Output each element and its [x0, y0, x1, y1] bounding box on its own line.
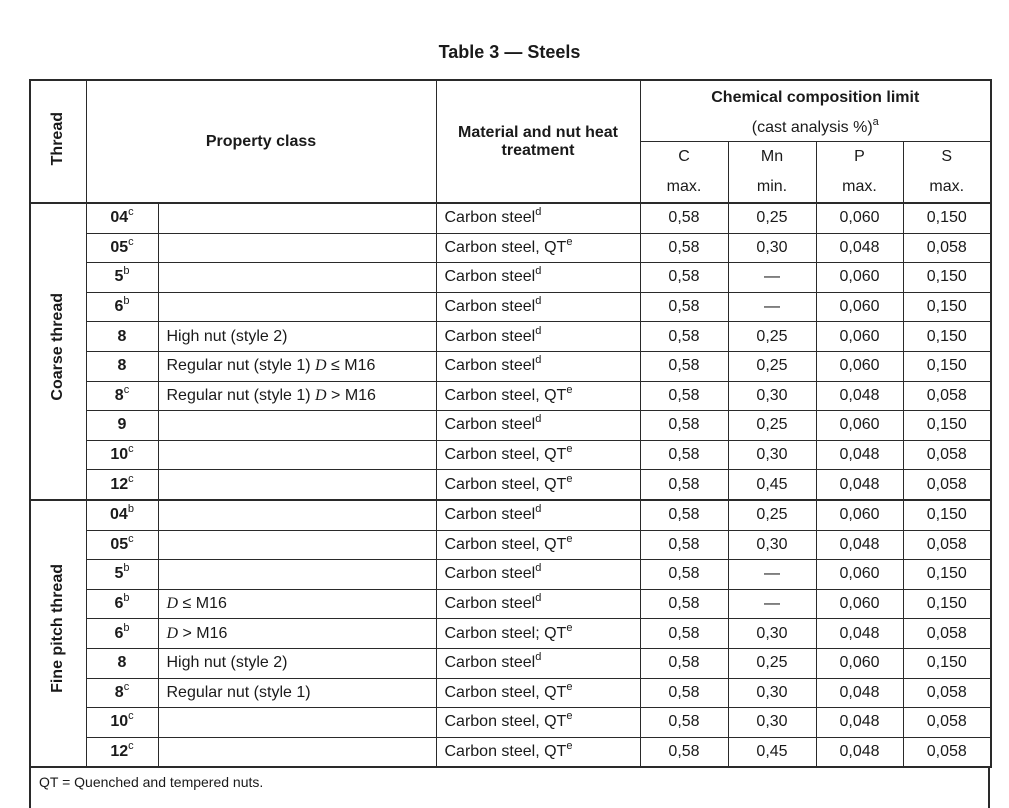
- diameter-operator: >: [178, 624, 197, 642]
- composition-mn: 0,30: [728, 619, 816, 649]
- table-row: [30, 648, 991, 678]
- composition-s: 0,150: [903, 589, 991, 619]
- composition-s: 0,058: [903, 233, 991, 263]
- material-value: Carbon steel: [444, 327, 536, 345]
- material-cell: [436, 648, 640, 678]
- property-class-cell: [86, 203, 158, 233]
- diameter-limit: M16: [195, 595, 227, 613]
- material-cell: [436, 233, 640, 263]
- table-row: [30, 589, 991, 619]
- composition-c: 0,58: [640, 263, 728, 293]
- property-class-footnote: b: [123, 621, 130, 634]
- material-cell: [436, 500, 640, 530]
- composition-mn: 0,30: [728, 381, 816, 411]
- footnote: QT = Quenched and tempered nuts.: [29, 768, 990, 808]
- nut-description-cell: [158, 560, 436, 590]
- material-cell: [436, 322, 640, 352]
- table-row: [30, 203, 991, 233]
- material-footnote: d: [535, 354, 542, 367]
- nut-description-cell: [158, 737, 436, 767]
- steels-table: [29, 79, 992, 768]
- header-element-p: P: [816, 142, 903, 173]
- material-footnote: e: [566, 472, 573, 485]
- material-footnote: e: [566, 710, 573, 723]
- composition-p: 0,048: [816, 530, 903, 560]
- composition-c: 0,58: [640, 233, 728, 263]
- table-row: [30, 678, 991, 708]
- material-footnote: e: [566, 235, 573, 248]
- property-class-footnote: c: [128, 206, 134, 219]
- composition-p: 0,060: [816, 263, 903, 293]
- material-footnote: d: [535, 265, 542, 278]
- material-value: Carbon steel: [444, 209, 536, 227]
- material-value: Carbon steel, QT: [444, 535, 567, 553]
- material-value: Carbon steel, QT: [444, 475, 567, 493]
- composition-mn: 0,30: [728, 708, 816, 738]
- composition-mn: —: [728, 589, 816, 619]
- composition-s: 0,058: [903, 737, 991, 767]
- composition-mn: —: [728, 263, 816, 293]
- nut-description-cell: [158, 619, 436, 649]
- property-class-value: 6: [114, 298, 124, 316]
- property-class-value: 8: [114, 683, 124, 701]
- material-cell: [436, 737, 640, 767]
- composition-s: 0,150: [903, 263, 991, 293]
- diameter-symbol: D: [315, 386, 327, 404]
- property-class-footnote: c: [128, 532, 134, 545]
- property-class-value: 04: [110, 209, 129, 227]
- property-class-value: 10: [110, 446, 129, 464]
- composition-p: 0,060: [816, 292, 903, 322]
- material-footnote: d: [535, 503, 542, 516]
- material-footnote: e: [566, 532, 573, 545]
- composition-s: 0,058: [903, 678, 991, 708]
- section-label: Fine pitch thread: [49, 564, 67, 694]
- property-class-cell: [86, 619, 158, 649]
- composition-p: 0,060: [816, 351, 903, 381]
- diameter-symbol: D: [315, 357, 327, 375]
- property-class-cell: [86, 292, 158, 322]
- material-value: Carbon steel: [444, 565, 536, 583]
- material-value: Carbon steel, QT: [444, 683, 567, 701]
- composition-s: 0,150: [903, 411, 991, 441]
- property-class-cell: [86, 530, 158, 560]
- composition-mn: 0,25: [728, 203, 816, 233]
- table-body: [30, 203, 991, 767]
- material-footnote: d: [535, 651, 542, 664]
- section-label-cell: [30, 500, 86, 767]
- nut-description-style: Regular nut (style 1): [166, 357, 316, 375]
- material-cell: [436, 440, 640, 470]
- composition-p: 0,048: [816, 737, 903, 767]
- material-cell: [436, 203, 640, 233]
- material-value: Carbon steel: [444, 357, 536, 375]
- table-row: [30, 263, 991, 293]
- material-value: Carbon steel, QT: [444, 238, 567, 256]
- table-row: [30, 530, 991, 560]
- composition-p: 0,048: [816, 678, 903, 708]
- composition-p: 0,048: [816, 381, 903, 411]
- material-value: Carbon steel: [444, 506, 536, 524]
- material-cell: [436, 619, 640, 649]
- composition-p: 0,060: [816, 500, 903, 530]
- material-cell: [436, 589, 640, 619]
- nut-description-cell: [158, 233, 436, 263]
- property-class-footnote: b: [123, 562, 130, 575]
- property-class-cell: [86, 560, 158, 590]
- composition-s: 0,150: [903, 648, 991, 678]
- nut-description-style: Regular nut (style 1): [166, 386, 316, 404]
- property-class-cell: [86, 322, 158, 352]
- composition-mn: —: [728, 292, 816, 322]
- composition-mn: 0,30: [728, 678, 816, 708]
- property-class-cell: [86, 233, 158, 263]
- material-footnote: d: [535, 562, 542, 575]
- table-row: [30, 708, 991, 738]
- table-row: [30, 500, 991, 530]
- header-limit-p: max.: [816, 172, 903, 203]
- property-class-value: 9: [117, 416, 127, 434]
- material-value: Carbon steel: [444, 416, 536, 434]
- header-chem-sub-text: (cast analysis %): [751, 119, 873, 136]
- table-row: [30, 351, 991, 381]
- diameter-operator: ≤: [326, 357, 345, 375]
- composition-c: 0,58: [640, 678, 728, 708]
- property-class-value: 12: [110, 742, 129, 760]
- material-footnote: d: [535, 592, 542, 605]
- material-cell: [436, 708, 640, 738]
- property-class-cell: [86, 678, 158, 708]
- composition-s: 0,150: [903, 560, 991, 590]
- composition-c: 0,58: [640, 440, 728, 470]
- material-footnote: e: [566, 443, 573, 456]
- property-class-cell: [86, 381, 158, 411]
- table-row: [30, 440, 991, 470]
- composition-p: 0,060: [816, 322, 903, 352]
- material-footnote: d: [535, 324, 542, 337]
- nut-description-cell: [158, 411, 436, 441]
- composition-c: 0,58: [640, 411, 728, 441]
- composition-mn: 0,25: [728, 351, 816, 381]
- material-footnote: e: [566, 621, 573, 634]
- nut-description-cell: [158, 470, 436, 500]
- property-class-footnote: b: [127, 503, 134, 516]
- property-class-cell: [86, 708, 158, 738]
- nut-description-cell: [158, 203, 436, 233]
- composition-c: 0,58: [640, 351, 728, 381]
- composition-s: 0,150: [903, 351, 991, 381]
- composition-mn: 0,45: [728, 470, 816, 500]
- composition-p: 0,048: [816, 233, 903, 263]
- composition-c: 0,58: [640, 708, 728, 738]
- composition-mn: 0,30: [728, 530, 816, 560]
- composition-s: 0,150: [903, 292, 991, 322]
- table-row: [30, 381, 991, 411]
- nut-description-cell: [158, 589, 436, 619]
- diameter-symbol: D: [166, 595, 179, 613]
- nut-description-cell: [158, 292, 436, 322]
- composition-mn: 0,45: [728, 737, 816, 767]
- property-class-cell: [86, 351, 158, 381]
- composition-p: 0,060: [816, 648, 903, 678]
- nut-description: High nut (style 2): [166, 327, 288, 345]
- property-class-footnote: c: [128, 472, 134, 485]
- composition-mn: 0,30: [728, 440, 816, 470]
- table-row: [30, 560, 991, 590]
- material-cell: [436, 351, 640, 381]
- property-class-cell: [86, 648, 158, 678]
- composition-p: 0,048: [816, 619, 903, 649]
- material-value: Carbon steel, QT: [444, 446, 567, 464]
- nut-description-cell: [158, 500, 436, 530]
- table-row: [30, 233, 991, 263]
- material-footnote: e: [566, 680, 573, 693]
- material-cell: [436, 292, 640, 322]
- composition-mn: 0,25: [728, 648, 816, 678]
- material-value: Carbon steel: [444, 595, 536, 613]
- property-class-value: 6: [114, 595, 124, 613]
- composition-s: 0,150: [903, 500, 991, 530]
- header-chem-title: Chemical composition limit: [640, 80, 991, 115]
- composition-s: 0,150: [903, 322, 991, 352]
- property-class-value: 10: [110, 713, 129, 731]
- material-footnote: e: [566, 383, 573, 396]
- header-limit-s: max.: [903, 172, 991, 203]
- composition-c: 0,58: [640, 322, 728, 352]
- table-row: [30, 470, 991, 500]
- nut-description-cell: [158, 381, 436, 411]
- header-material: [436, 80, 640, 203]
- property-class-cell: [86, 500, 158, 530]
- header-limit-c: max.: [640, 172, 728, 203]
- property-class-footnote: c: [128, 710, 134, 723]
- material-cell: [436, 678, 640, 708]
- nut-description-cell: [158, 322, 436, 352]
- table-row: [30, 322, 991, 352]
- material-cell: [436, 530, 640, 560]
- nut-description-cell: [158, 708, 436, 738]
- header-element-c: C: [640, 142, 728, 173]
- property-class-cell: [86, 440, 158, 470]
- property-class-value: 5: [114, 565, 124, 583]
- material-cell: [436, 470, 640, 500]
- composition-s: 0,058: [903, 440, 991, 470]
- composition-s: 0,058: [903, 470, 991, 500]
- section-label-cell: [30, 203, 86, 500]
- nut-description-cell: [158, 263, 436, 293]
- table-row: [30, 292, 991, 322]
- material-value: Carbon steel; QT: [444, 624, 567, 642]
- composition-c: 0,58: [640, 589, 728, 619]
- composition-p: 0,048: [816, 708, 903, 738]
- composition-p: 0,060: [816, 203, 903, 233]
- section-label: Coarse thread: [49, 292, 67, 401]
- material-footnote: d: [535, 206, 542, 219]
- table-row: [30, 619, 991, 649]
- nut-description-cell: [158, 648, 436, 678]
- composition-c: 0,58: [640, 292, 728, 322]
- composition-c: 0,58: [640, 470, 728, 500]
- property-class-cell: [86, 411, 158, 441]
- property-class-footnote: b: [123, 295, 130, 308]
- composition-mn: 0,25: [728, 322, 816, 352]
- header-material-line1: Material and nut heat: [457, 123, 619, 141]
- property-class-value: 8: [117, 327, 127, 345]
- diameter-symbol: D: [166, 624, 179, 642]
- composition-p: 0,048: [816, 470, 903, 500]
- property-class-cell: [86, 737, 158, 767]
- composition-p: 0,060: [816, 589, 903, 619]
- composition-c: 0,58: [640, 203, 728, 233]
- header-chem-sub: [640, 115, 991, 142]
- header-property-class-label: Property class: [205, 132, 317, 150]
- property-class-footnote: c: [128, 235, 134, 248]
- property-class-value: 04: [110, 506, 128, 524]
- nut-description-cell: [158, 678, 436, 708]
- header-chem-sub-sup: a: [872, 116, 879, 128]
- material-footnote: d: [535, 295, 542, 308]
- property-class-value: 8: [117, 654, 127, 672]
- header-element-s: S: [903, 142, 991, 173]
- header-limit-mn: min.: [728, 172, 816, 203]
- material-cell: [436, 411, 640, 441]
- header-material-line2: treatment: [501, 141, 575, 159]
- diameter-operator: >: [326, 386, 345, 404]
- diameter-operator: ≤: [178, 595, 196, 613]
- nut-description-cell: [158, 351, 436, 381]
- property-class-value: 05: [110, 535, 129, 553]
- composition-c: 0,58: [640, 619, 728, 649]
- header-thread: [30, 80, 86, 203]
- composition-s: 0,058: [903, 619, 991, 649]
- material-value: Carbon steel: [444, 654, 536, 672]
- diameter-limit: M16: [344, 386, 376, 404]
- property-class-value: 8: [114, 386, 124, 404]
- diameter-limit: M16: [196, 624, 228, 642]
- material-cell: [436, 263, 640, 293]
- diameter-limit: M16: [344, 357, 376, 375]
- composition-s: 0,058: [903, 530, 991, 560]
- nut-description-cell: [158, 530, 436, 560]
- table-title: Table 3 — Steels: [438, 42, 581, 62]
- property-class-value: 6: [114, 624, 124, 642]
- composition-c: 0,58: [640, 737, 728, 767]
- material-value: Carbon steel: [444, 268, 536, 286]
- composition-s: 0,058: [903, 708, 991, 738]
- material-footnote: e: [566, 739, 573, 752]
- property-class-footnote: b: [123, 265, 130, 278]
- property-class-cell: [86, 470, 158, 500]
- composition-c: 0,58: [640, 560, 728, 590]
- header-thread-label: Thread: [49, 112, 67, 166]
- property-class-footnote: c: [123, 383, 130, 396]
- composition-s: 0,150: [903, 203, 991, 233]
- composition-c: 0,58: [640, 381, 728, 411]
- header-element-mn: Mn: [728, 142, 816, 173]
- property-class-footnote: c: [128, 739, 134, 752]
- header-property-class: [86, 80, 436, 203]
- material-value: Carbon steel, QT: [444, 713, 567, 731]
- material-cell: [436, 560, 640, 590]
- property-class-value: 05: [110, 238, 129, 256]
- property-class-value: 8: [117, 357, 127, 375]
- nut-description-cell: [158, 440, 436, 470]
- material-value: Carbon steel, QT: [444, 742, 567, 760]
- composition-p: 0,060: [816, 411, 903, 441]
- nut-description: Regular nut (style 1): [166, 683, 311, 701]
- composition-mn: —: [728, 560, 816, 590]
- property-class-cell: [86, 589, 158, 619]
- composition-c: 0,58: [640, 530, 728, 560]
- material-footnote: d: [535, 413, 542, 426]
- table-row: [30, 737, 991, 767]
- composition-c: 0,58: [640, 500, 728, 530]
- composition-p: 0,060: [816, 560, 903, 590]
- composition-p: 0,048: [816, 440, 903, 470]
- property-class-cell: [86, 263, 158, 293]
- composition-mn: 0,25: [728, 500, 816, 530]
- property-class-footnote: c: [123, 680, 130, 693]
- table-row: [30, 411, 991, 441]
- property-class-footnote: c: [128, 443, 134, 456]
- property-class-value: 12: [110, 475, 129, 493]
- property-class-value: 5: [114, 268, 124, 286]
- property-class-footnote: b: [123, 592, 130, 605]
- nut-description: High nut (style 2): [166, 654, 288, 672]
- material-value: Carbon steel, QT: [444, 386, 567, 404]
- composition-mn: 0,30: [728, 233, 816, 263]
- material-cell: [436, 381, 640, 411]
- composition-mn: 0,25: [728, 411, 816, 441]
- composition-c: 0,58: [640, 648, 728, 678]
- material-value: Carbon steel: [444, 298, 536, 316]
- composition-s: 0,058: [903, 381, 991, 411]
